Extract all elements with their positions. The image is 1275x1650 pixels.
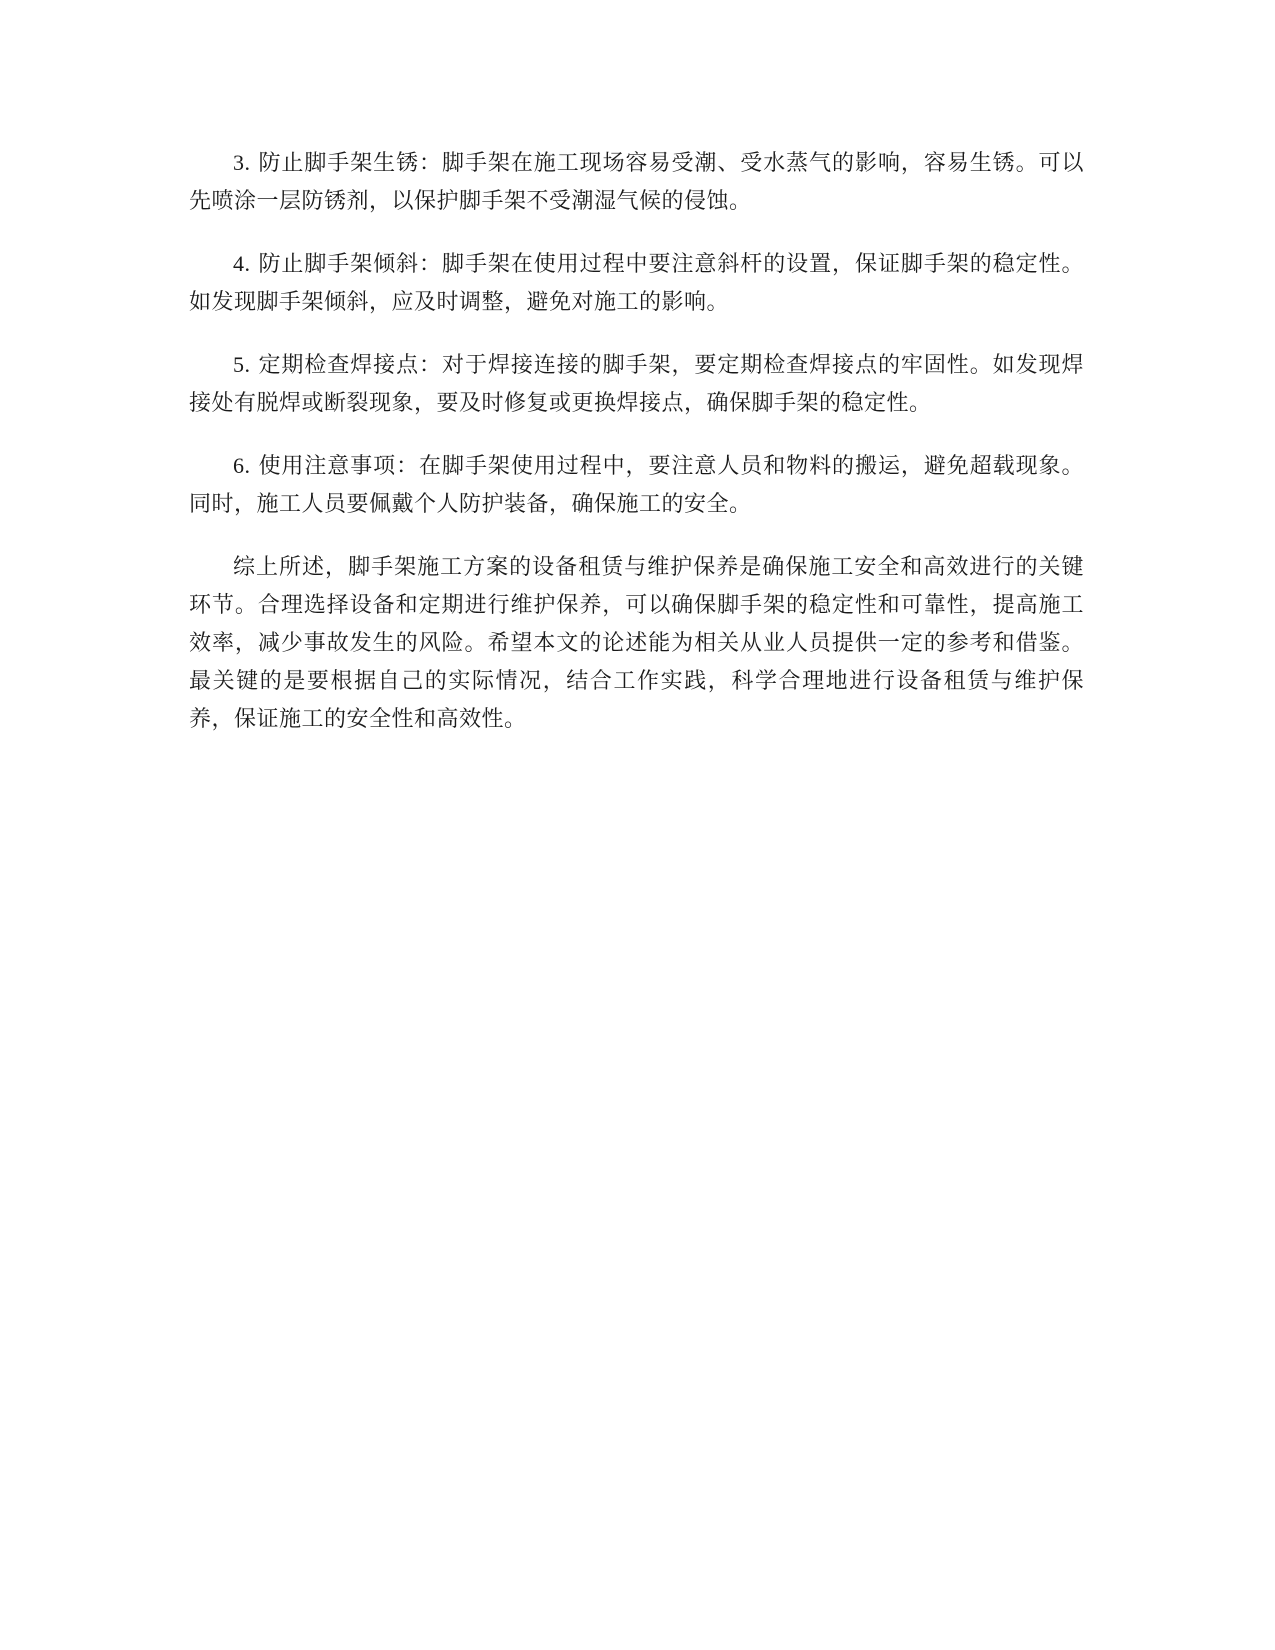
paragraph-number: 5. bbox=[233, 352, 251, 377]
paragraph-text: 综上所述，脚手架施工方案的设备租赁与维护保养是确保施工安全和高效进行的关键环节。合理选择设备和定期进行维护保养，可以确保脚手架的稳定性和可靠性，提高施工效率，减少事故发生的风险。希望本文的论述能为相关从业人员提供一定的参考和借鉴。最关键的是要根据自己的实际情况，结合工作实践，科学合理地进行设备租赁与维护保养，保证施工的安全性和高效性。 bbox=[189, 555, 1084, 732]
paragraph-weld-inspection bbox=[189, 346, 1084, 423]
paragraph-tilt-prevention bbox=[189, 245, 1084, 322]
paragraph-number: 6. bbox=[233, 453, 251, 478]
paragraph-conclusion bbox=[189, 548, 1084, 739]
paragraph-text: 防止脚手架倾斜：脚手架在使用过程中要注意斜杆的设置，保证脚手架的稳定性。如发现脚手架倾斜，应及时调整，避免对施工的影响。 bbox=[189, 252, 1084, 315]
document-body bbox=[189, 144, 1084, 763]
paragraph-number: 4. bbox=[233, 251, 251, 276]
paragraph-text: 定期检查焊接点：对于焊接连接的脚手架，要定期检查焊接点的牢固性。如发现焊接处有脱焊或断裂现象，要及时修复或更换焊接点，确保脚手架的稳定性。 bbox=[189, 353, 1084, 416]
paragraph-text: 使用注意事项：在脚手架使用过程中，要注意人员和物料的搬运，避免超载现象。同时，施工人员要佩戴个人防护装备，确保施工的安全。 bbox=[189, 454, 1084, 517]
paragraph-rust-prevention bbox=[189, 144, 1084, 221]
paragraph-number: 3. bbox=[233, 150, 251, 175]
paragraph-text: 防止脚手架生锈：脚手架在施工现场容易受潮、受水蒸气的影响，容易生锈。可以先喷涂一层防锈剂，以保护脚手架不受潮湿气候的侵蚀。 bbox=[189, 151, 1084, 214]
paragraph-usage-notes bbox=[189, 447, 1084, 524]
